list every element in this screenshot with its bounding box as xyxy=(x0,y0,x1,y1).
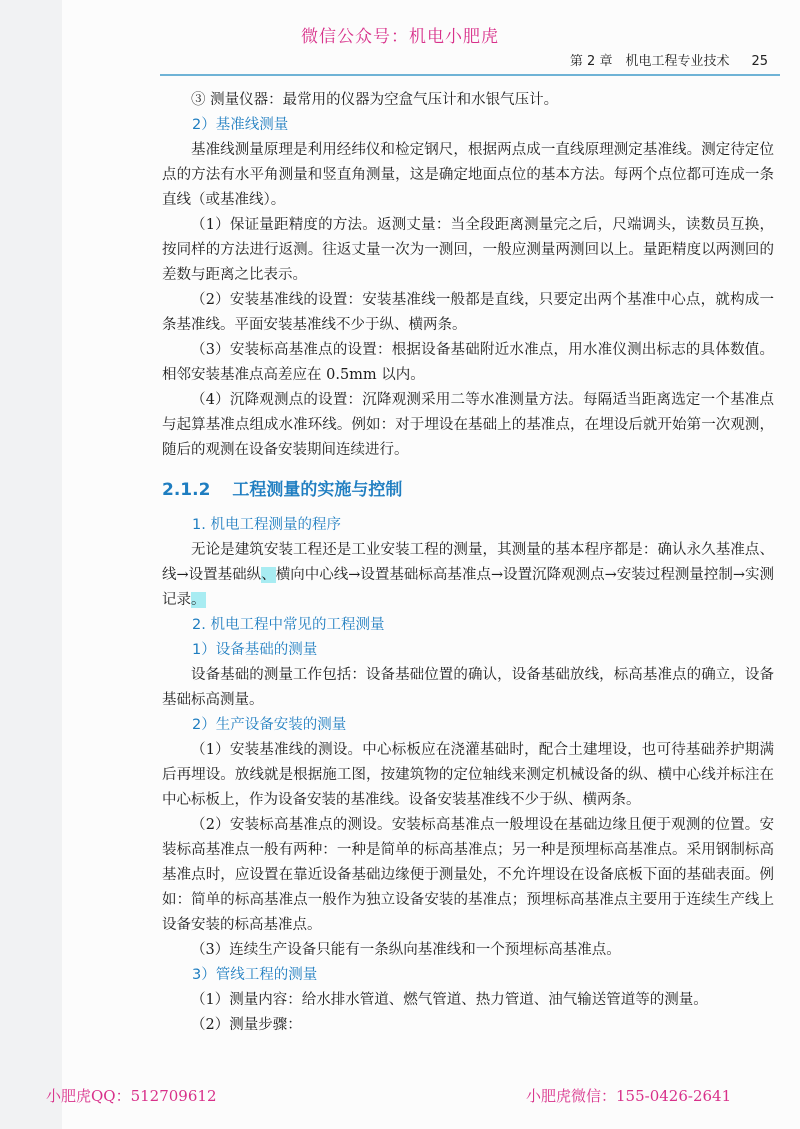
paragraph xyxy=(162,538,774,613)
highlighted-text: 。 xyxy=(191,592,206,608)
watermark-bottom-right: 小肥虎微信：155-0426-2641 xyxy=(526,1087,732,1105)
paragraph-text: 无论是建筑安装工程还是工业安装工程的测量，其测量的基本程序都是：确认永久基准点、线→设置基础纵 xyxy=(162,542,774,583)
paragraph: （1）测量内容：给水排水管道、燃气管道、热力管道、油气输送管道等的测量。 xyxy=(191,992,708,1008)
body-content xyxy=(162,88,774,1038)
section-title xyxy=(162,475,774,505)
paragraph: ③ 测量仪器：最常用的仪器为空盒气压计和水银气压计。 xyxy=(191,92,559,108)
watermark-bottom-left: 小肥虎QQ：512709612 xyxy=(46,1087,217,1105)
watermark-top: 微信公众号：机电小肥虎 xyxy=(301,27,499,47)
paragraph: （3）连续生产设备只能有一条纵向基准线和一个预埋标高基准点。 xyxy=(191,942,621,958)
paragraph: （1）安装基准线的测设。中心标板应在浇灌基础时，配合土建埋设，也可待基础养护期满后再埋设。放线就是根据施工图，按建筑物的定位轴线来测定机械设备的纵、横中心线并标注在中心标板上，作为设备安装的基准线。设备安装基准线不少于纵、横两条。 xyxy=(162,742,774,808)
paragraph: （2）测量步骤： xyxy=(191,1017,302,1033)
paragraph: （3）安装标高基准点的设置：根据设备基础附近水准点，用水准仪测出标志的具体数值。相邻安装基准点高差应在 0.5mm 以内。 xyxy=(162,342,774,383)
paragraph: （1）保证量距精度的方法。返测丈量：当全段距离测量完之后，尺端调头，读数员互换，按同样的方法进行返测。往返丈量一次为一测回，一般应测量两测回以上。量距精度以两测回的差数与距离之比表示。 xyxy=(162,217,774,283)
subheading: 1）设备基础的测量 xyxy=(192,642,318,658)
highlighted-text: 、 xyxy=(261,567,276,583)
paragraph: 设备基础的测量工作包括：设备基础位置的确认，设备基础放线，标高基准点的确立，设备基础标高测量。 xyxy=(162,667,774,708)
paragraph-text: 横向中心线→设置基础标高基准点→设置沉降观测点→安装过程测量控制→实测记录 xyxy=(162,567,775,608)
paragraph: 基准线测量原理是利用经纬仪和检定钢尺，根据两点成一直线原理测定基准线。测定待定位点的方法有水平角测量和竖直角测量，这是确定地面点位的基本方法。每两个点位都可连成一条直线（或基准线）。 xyxy=(162,142,774,208)
paragraph: （4）沉降观测点的设置：沉降观测采用二等水准测量方法。每隔适当距离选定一个基准点与起算基准点组成水准环线。例如：对于埋设在基础上的基准点，在埋设后就开始第一次观测，随后的观测在设备安装期间连续进行。 xyxy=(162,392,774,458)
left-margin-strip xyxy=(0,0,62,1129)
section-heading-text: 工程测量的实施与控制 xyxy=(232,480,403,500)
paragraph: （2）安装基准线的设置：安装基准线一般都是直线，只要定出两个基准中心点，就构成一条基准线。平面安装基准线不少于纵、横两条。 xyxy=(162,292,774,333)
page-number: 25 xyxy=(751,54,768,69)
subheading: 2. 机电工程中常见的工程测量 xyxy=(192,617,385,633)
running-head xyxy=(570,50,768,69)
subheading: 1. 机电工程测量的程序 xyxy=(192,517,341,533)
header-rule xyxy=(160,74,780,76)
section-number: 2.1.2 xyxy=(162,480,211,500)
subheading: 3）管线工程的测量 xyxy=(192,967,318,983)
paragraph: （2）安装标高基准点的测设。安装标高基准点一般埋设在基础边缘且便于观测的位置。安装标高基准点一般有两种：一种是简单的标高基准点；另一种是预埋标高基准点。采用钢制标高基准点时，应设置在靠近设备基础边缘便于测量处，不允许埋设在设备底板下面的基础表面。例如：简单的标高基准点一般作为独立设备安装的基准点；预埋标高基准点主要用于连续生产线上设备安装的标高基准点。 xyxy=(162,817,774,933)
subheading: 2）基准线测量 xyxy=(192,117,289,133)
subheading: 2）生产设备安装的测量 xyxy=(192,717,347,733)
chapter-title: 第 2 章 机电工程专业技术 xyxy=(569,54,730,69)
